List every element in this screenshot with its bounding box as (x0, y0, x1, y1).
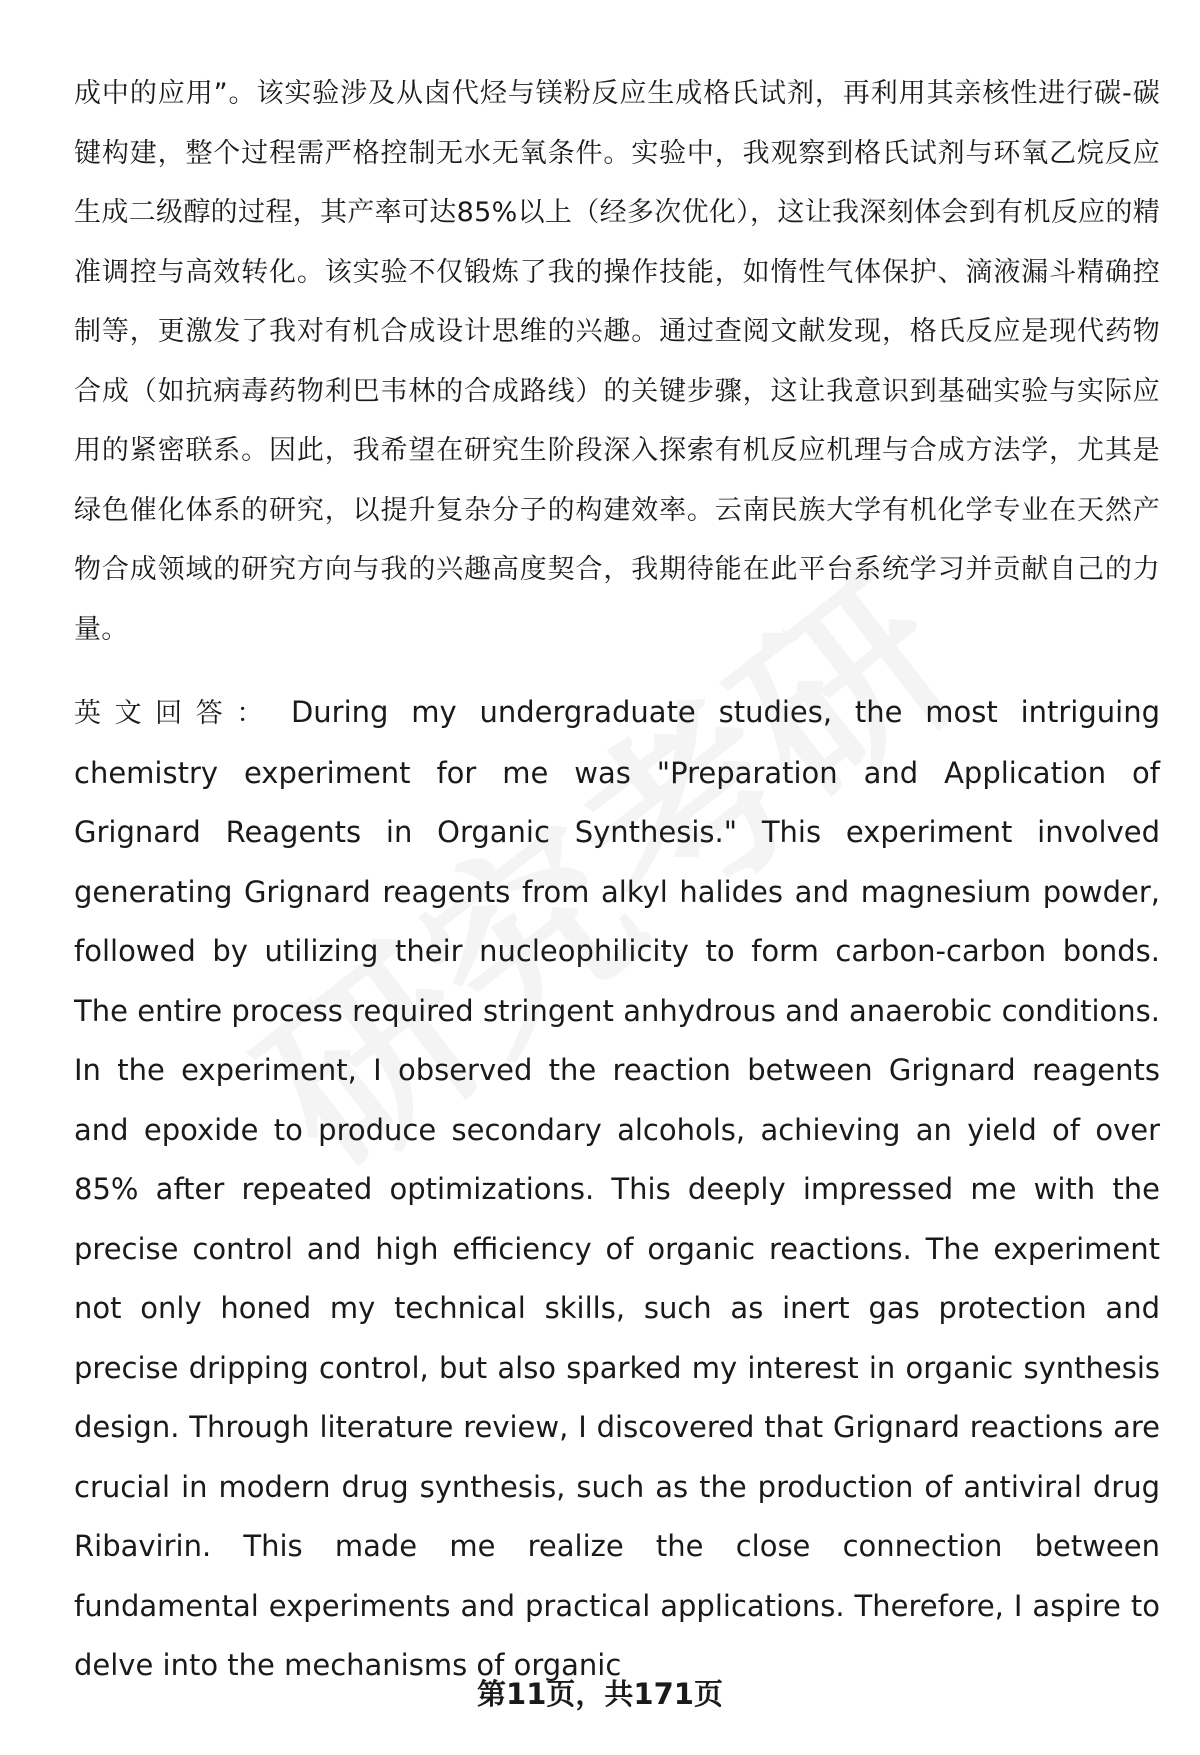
chinese-answer-paragraph: 成中的应用”。该实验涉及从卤代烃与镁粉反应生成格氏试剂，再利用其亲核性进行碳-碳键构建，整个过程需严格控制无水无氧条件。实验中，我观察到格氏试剂与环氧乙烷反应生成二级醇的过程，其产率可达85%以上（经多次优化），这让我深刻体会到有机反应的精准调控与高效转化。该实验不仅锻炼了我的操作技能，如惰性气体保护、滴液漏斗精确控制等，更激发了我对有机合成设计思维的兴趣。通过查阅文献发现，格氏反应是现代药物合成（如抗病毒药物利巴韦林的合成路线）的关键步骤，这让我意识到基础实验与实际应用的紧密联系。因此，我希望在研究生阶段深入探索有机反应机理与合成方法学，尤其是绿色催化体系的研究，以提升复杂分子的构建效率。云南民族大学有机化学专业在天然产物合成领域的研究方向与我的兴趣高度契合，我期待能在此平台系统学习并贡献自己的力量。 (74, 78, 1160, 645)
english-answer-text: During my undergraduate studies, the most intriguing chemistry experiment for me was "Preparation and Application of Grignard Reagents in Organic Synthesis." This experiment involved generating Grignard reagents from alkyl halides and magnesium powder, followed by utilizing their nucleophilicity to form carbon-carbon bonds. The entire process required stringent anhydrous and anaerobic conditions. In the experiment, I observed the reaction between Grignard reagents and epoxide to produce secondary alcohols, achieving an yield of over 85% after repeated optimizations. This deeply impressed me with the precise control and high efficiency of organic reactions. The experiment not only honed my technical skills, such as inert gas protection and precise dripping control, but also sparked my interest in organic synthesis design. Through literature review, I discovered that Grignard reactions are crucial in modern drug synthesis, such as the production of antiviral drug Ribavirin. This made me realize the close connection between fundamental experiments and practical applications. Therefore, I aspire to delve into the mechanisms of organic (74, 695, 1160, 1682)
english-answer-paragraph (74, 683, 1160, 1696)
page-number-footer: 第11页，共171页 (477, 1677, 723, 1711)
english-answer-label: 英文回答： (74, 698, 277, 729)
